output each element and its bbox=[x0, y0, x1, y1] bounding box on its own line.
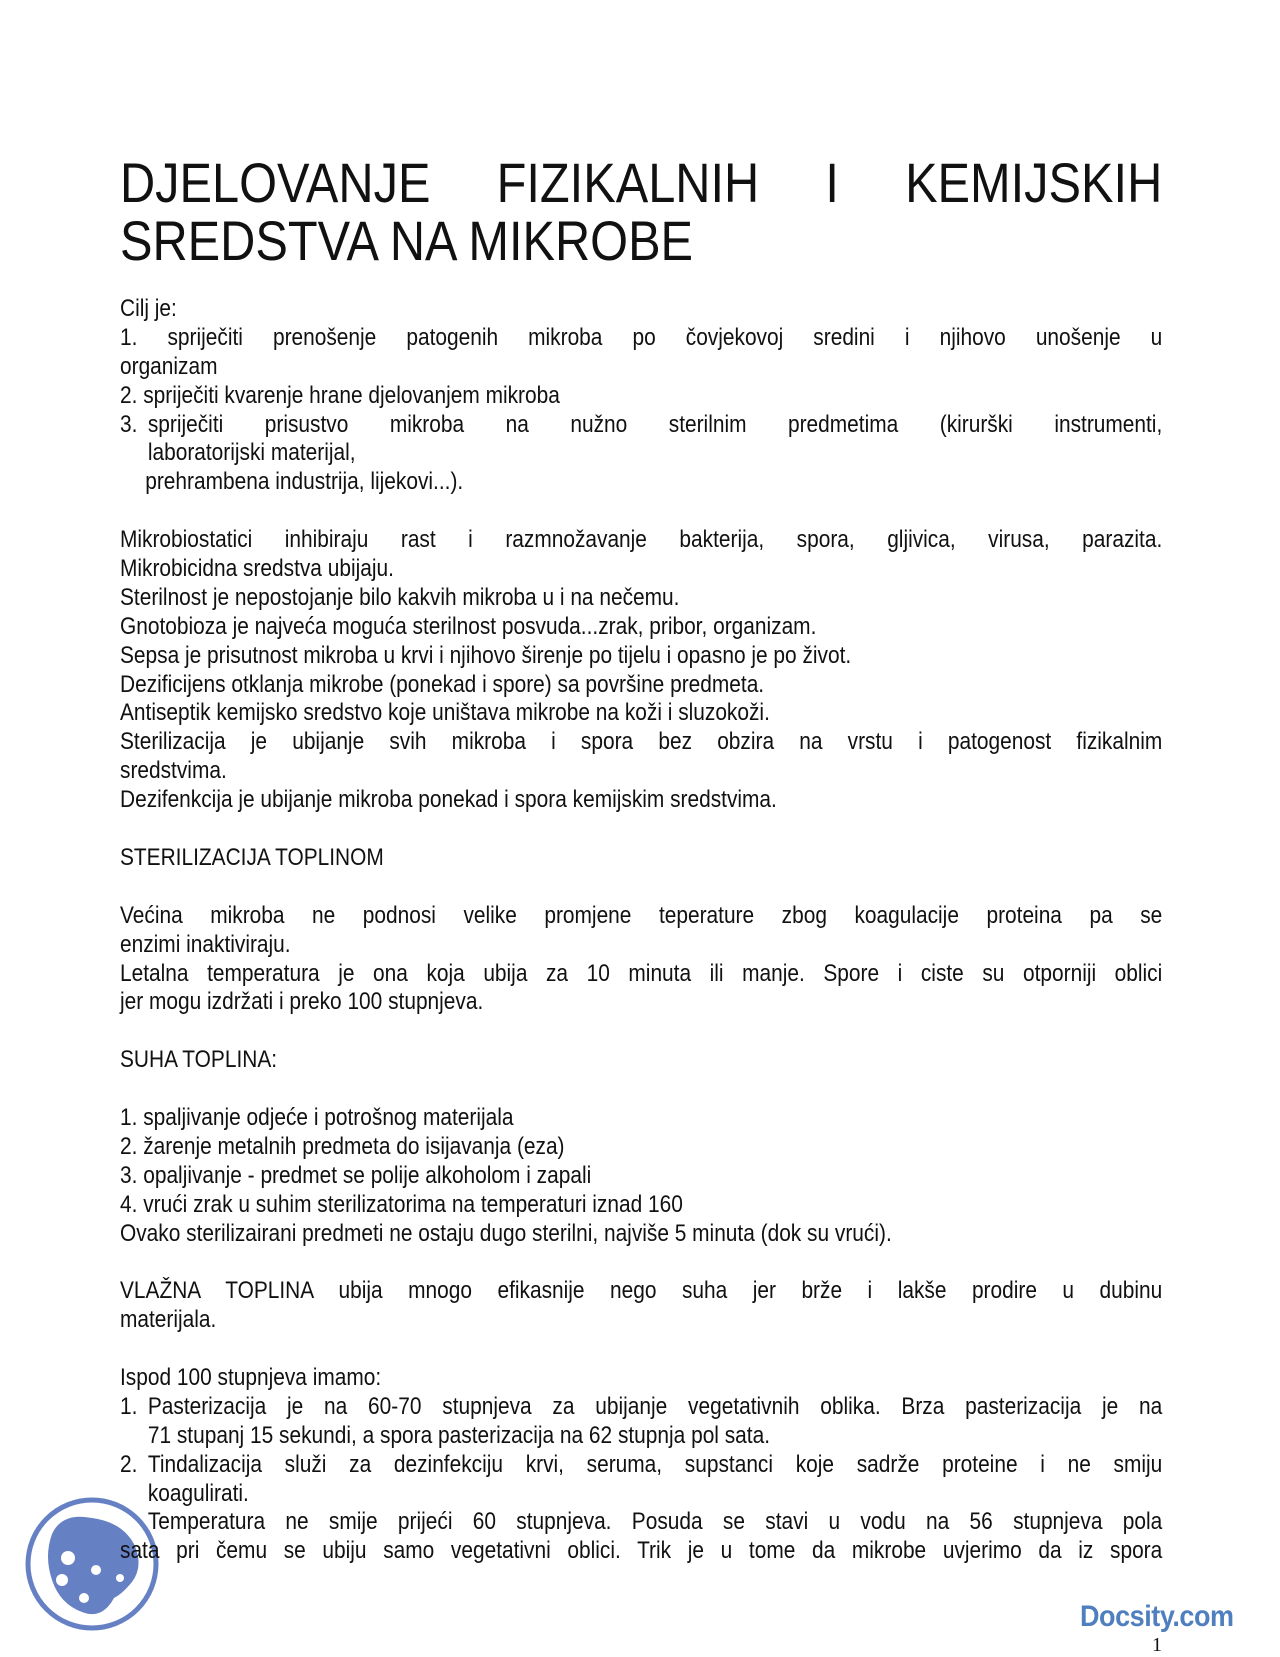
text-line: 71 stupanj 15 sekundi, a spora pasterizacija na 62 stupnja pol sata. bbox=[147, 1421, 771, 1449]
text-line: organizam bbox=[120, 352, 218, 380]
text-line: Mikrobicidna sredstva ubijaju. bbox=[120, 555, 394, 583]
text-line: Pasterizacija je na 60-70 stupnjeva za ubijanje vegetativnih oblika. Brza pasterizacija je na bbox=[147, 1392, 1163, 1420]
text-line: Dezifenkcija je ubijanje mikroba ponekad i spora kemijskim sredstvima. bbox=[120, 786, 777, 814]
text-line: sata pri čemu se ubiju samo vegetativni oblici. Trik je u tome da mikrobe uvjerimo da iz spora bbox=[120, 1537, 1163, 1565]
text-line: Sterilizacija je ubijanje svih mikroba i spora bez obzira na vrstu i patogenost fizikalnim bbox=[120, 728, 1163, 756]
text-line: Ispod 100 stupnjeva imamo: bbox=[120, 1363, 382, 1391]
text-line: 1. spaljivanje odjeće i potrošnog materijala bbox=[120, 1103, 514, 1131]
page-number: 1 bbox=[1152, 1634, 1162, 1656]
text-line: Gnotobioza je najveća moguća sterilnost posvuda...zrak, pribor, organizam. bbox=[120, 612, 817, 640]
page-title bbox=[120, 151, 1163, 272]
document-body bbox=[120, 295, 1162, 1566]
text-line: Cilj je: bbox=[120, 295, 177, 322]
text-line: Tindalizacija služi za dezinfekciju krvi, seruma, supstanci koje sadrže proteine i ne smiju bbox=[147, 1450, 1163, 1478]
text-line: Dezificijens otklanja mikrobe (ponekad i spore) sa površine predmeta. bbox=[120, 670, 765, 698]
text-line: Temperatura ne smije prijeći 60 stupnjeva. Posuda se stavi u vodu na 56 stupnjeva pola bbox=[147, 1508, 1163, 1536]
docsity-watermark: Docsity.com bbox=[1080, 1600, 1234, 1633]
text-line: Mikrobiostatici inhibiraju rast i razmnožavanje bakterija, spora, gljivica, virusa, parazita. bbox=[120, 526, 1163, 554]
text-line: prehrambena industrija, lijekovi...). bbox=[145, 468, 464, 496]
title-line: DJELOVANJE FIZIKALNIH I KEMIJSKIH bbox=[120, 151, 1163, 214]
document-page bbox=[120, 151, 1163, 1566]
text-line: VLAŽNA TOPLINA ubija mnogo efikasnije nego suha jer brže i lakše prodire u dubinu bbox=[120, 1277, 1163, 1305]
section-heading: SUHA TOPLINA: bbox=[120, 1046, 278, 1074]
text-line: Letalna temperatura je ona koja ubija za 10 minuta ili manje. Spore i ciste su otporniji oblici bbox=[120, 959, 1163, 987]
text-line: materijala. bbox=[120, 1306, 217, 1334]
text-line: 4. vrući zrak u suhim sterilizatorima na temperaturi iznad 160 bbox=[120, 1190, 683, 1218]
text-line: 3. opaljivanje - predmet se polije alkoholom i zapali bbox=[120, 1161, 592, 1189]
text-line: spriječiti prisustvo mikroba na nužno sterilnim predmetima (kirurški instrumenti, bbox=[147, 410, 1163, 438]
text-line: 2. žarenje metalnih predmeta do isijavanja (eza) bbox=[120, 1132, 565, 1160]
list-item bbox=[120, 1393, 1162, 1422]
list-number: 3. bbox=[120, 410, 138, 438]
list-number: 1. bbox=[120, 1392, 138, 1420]
list-item bbox=[120, 1451, 1162, 1480]
text-line: jer mogu izdržati i preko 100 stupnjeva. bbox=[120, 988, 484, 1016]
text-line: 2. spriječiti kvarenje hrane djelovanjem mikroba bbox=[120, 381, 560, 409]
text-line: Većina mikroba ne podnosi velike promjene teperature zbog koagulacije proteina pa se bbox=[120, 901, 1163, 929]
text-line: koagulirati. bbox=[147, 1479, 249, 1507]
text-line: sredstvima. bbox=[120, 757, 227, 785]
list-number: 2. bbox=[120, 1450, 138, 1478]
list-item bbox=[120, 411, 1162, 440]
text-line: Sterilnost je nepostojanje bilo kakvih mikroba u i na nečemu. bbox=[120, 583, 680, 611]
text-line: Antiseptik kemijsko sredstvo koje uništava mikrobe na koži i sluzokoži. bbox=[120, 699, 770, 727]
text-line: Sepsa je prisutnost mikroba u krvi i njihovo širenje po tijelu i opasno je po život. bbox=[120, 641, 852, 669]
text-line: laboratorijski materijal, bbox=[147, 439, 356, 467]
section-heading: STERILIZACIJA TOPLINOM bbox=[120, 843, 384, 871]
text-line: 1. spriječiti prenošenje patogenih mikroba po čovjekovoj sredini i njihovo unošenje u bbox=[120, 323, 1163, 351]
text-line: enzimi inaktiviraju. bbox=[120, 930, 291, 958]
title-line: SREDSTVA NA MIKROBE bbox=[120, 209, 694, 272]
text-line: Ovako sterilizairani predmeti ne ostaju dugo sterilni, najviše 5 minuta (dok su vrući). bbox=[120, 1219, 892, 1247]
